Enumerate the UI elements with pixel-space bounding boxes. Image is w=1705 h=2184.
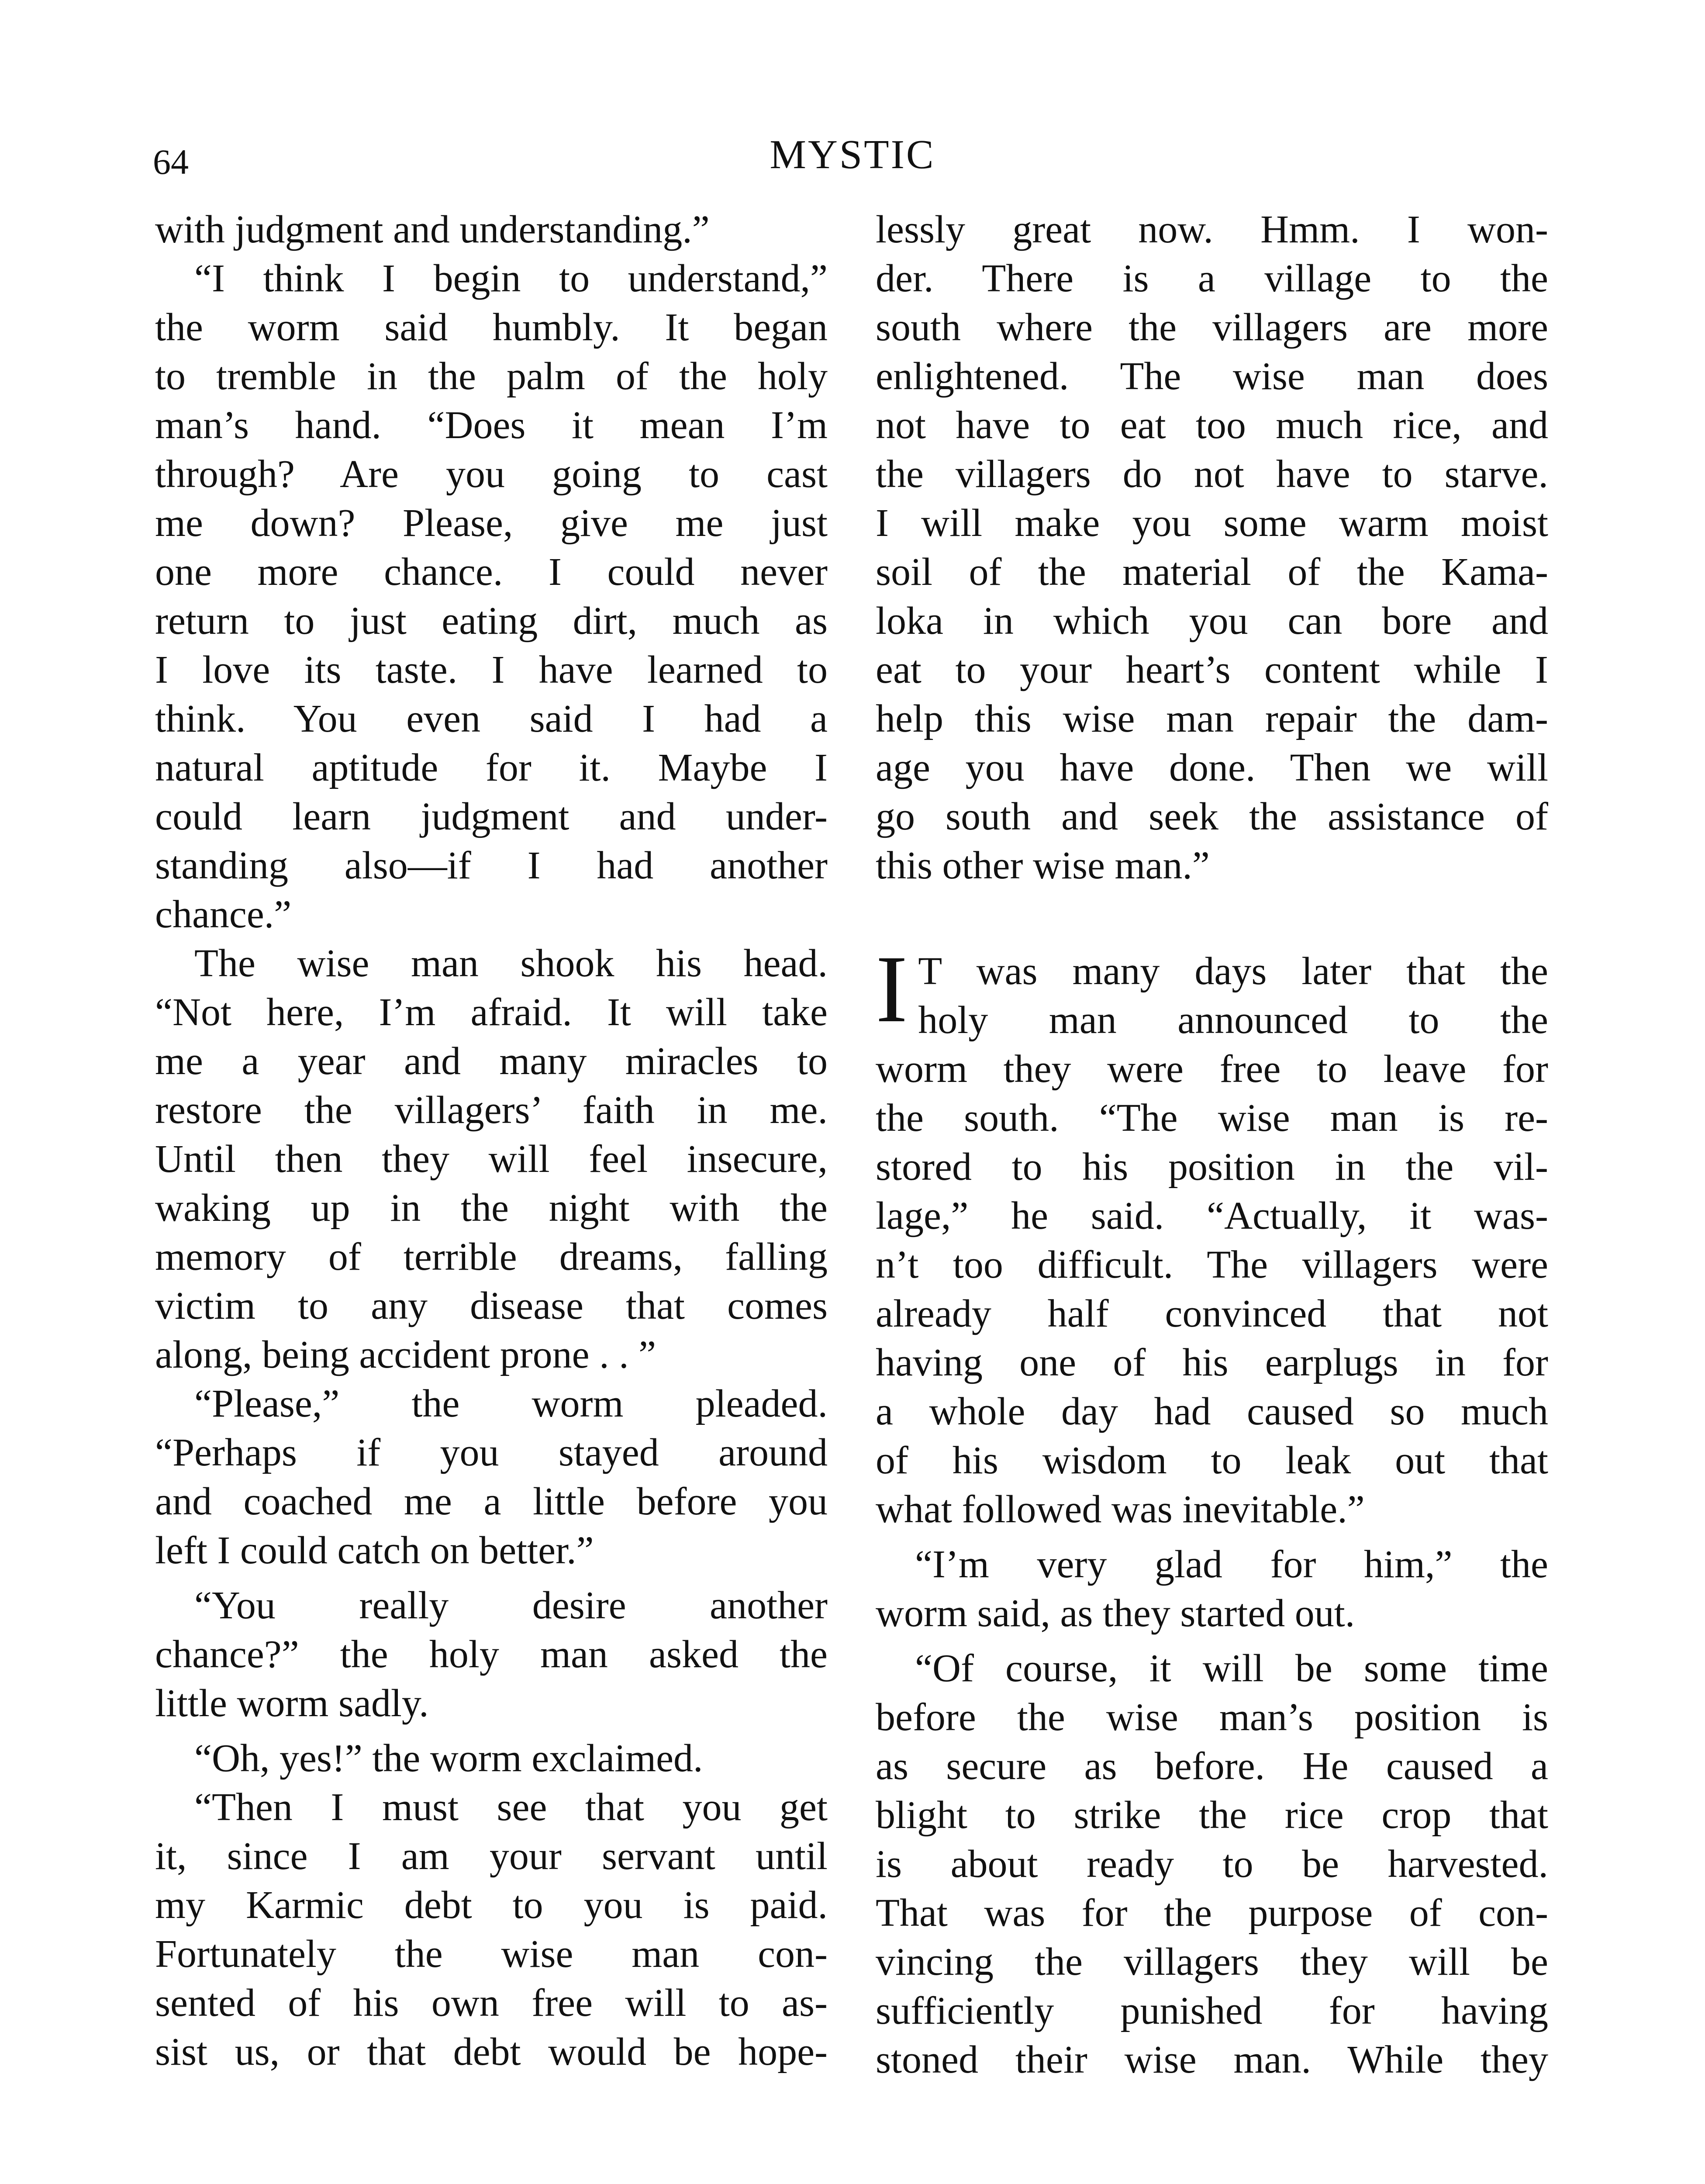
text-line: lage,” he said. “Actually, it was- <box>876 1194 1548 1237</box>
text-line: worm said, as they started out. <box>876 1592 1355 1635</box>
drop-cap: I <box>876 936 908 1042</box>
text-line: sented of his own free will to as- <box>155 1981 828 2025</box>
text-line: already half convinced that not <box>876 1292 1548 1335</box>
paragraph <box>155 205 828 254</box>
text-line: man’s hand. “Does it mean I’m <box>155 404 828 447</box>
text-line: return to just eating dirt, much as <box>155 599 828 643</box>
text-line: chance?” the holy man asked the <box>155 1633 828 1676</box>
text-line: “Please,” the worm pleaded. <box>194 1382 828 1425</box>
text-line: worm they were free to leave for <box>876 1047 1548 1091</box>
paragraph <box>155 254 828 939</box>
text-line: not have to eat too much rice, and <box>876 404 1548 447</box>
paragraph <box>155 1581 828 1728</box>
text-line: “Then I must see that you get <box>194 1786 828 1829</box>
right-text-column <box>876 205 1548 2084</box>
text-line: me down? Please, give me just <box>155 501 828 545</box>
text-line: is about ready to be harvested. <box>876 1842 1548 1886</box>
text-line: victim to any disease that comes <box>155 1284 828 1327</box>
text-line: “Not here, I’m afraid. It will take <box>155 991 828 1034</box>
text-line: “You really desire another <box>194 1584 828 1627</box>
text-line: standing also—if I had another <box>155 844 828 887</box>
text-line: help this wise man repair the dam- <box>876 697 1548 740</box>
text-line: the villagers do not have to starve. <box>876 453 1548 496</box>
text-line: enlightened. The wise man does <box>876 355 1548 398</box>
text-line: go south and seek the assistance of <box>876 795 1548 838</box>
text-line: this other wise man.” <box>876 844 1210 887</box>
text-line: left I could catch on better.” <box>155 1529 594 1572</box>
text-line: through? Are you going to cast <box>155 453 828 496</box>
text-line: That was for the purpose of con- <box>876 1891 1548 1935</box>
text-line: along, being accident prone . . ” <box>155 1333 656 1376</box>
text-line: eat to your heart’s content while I <box>876 648 1548 691</box>
text-line: I will make you some warm moist <box>876 501 1548 545</box>
text-line: age you have done. Then we will <box>876 746 1548 789</box>
text-line: restore the villagers’ faith in me. <box>155 1089 828 1132</box>
text-line: T was many days later that the <box>918 950 1548 993</box>
text-line: The wise man shook his head. <box>194 942 828 985</box>
text-line: the worm said humbly. It began <box>155 306 828 349</box>
text-line: natural aptitude for it. Maybe I <box>155 746 828 789</box>
text-line: with judgment and understanding.” <box>155 208 710 251</box>
text-line: my Karmic debt to you is paid. <box>155 1883 828 1927</box>
text-line: lessly great now. Hmm. I won- <box>876 208 1548 251</box>
text-line: sufficiently punished for having <box>876 1989 1548 2032</box>
text-line: before the wise man’s position is <box>876 1696 1548 1739</box>
page-number: 64 <box>153 142 189 182</box>
text-line: it, since I am your servant until <box>155 1835 828 1878</box>
text-line: a whole day had caused so much <box>876 1390 1548 1433</box>
text-line: stored to his position in the vil- <box>876 1145 1548 1189</box>
text-line: “Oh, yes!” the worm exclaimed. <box>194 1737 703 1780</box>
text-line: vincing the villagers they will be <box>876 1940 1548 1984</box>
text-line: “Perhaps if you stayed around <box>155 1431 828 1474</box>
left-text-column <box>155 205 828 2077</box>
paragraph <box>876 1540 1548 1638</box>
text-line: soil of the material of the Kama- <box>876 550 1548 594</box>
text-line: Fortunately the wise man con- <box>155 1932 828 1976</box>
text-line: Until then they will feel insecure, <box>155 1137 828 1181</box>
text-line: “I think I begin to understand,” <box>194 257 828 300</box>
paragraph <box>155 1379 828 1575</box>
text-line: der. There is a village to the <box>876 257 1548 300</box>
text-line: south where the villagers are more <box>876 306 1548 349</box>
text-line: I love its taste. I have learned to <box>155 648 828 691</box>
text-line: stoned their wise man. While they <box>876 2038 1548 2081</box>
text-line: to tremble in the palm of the holy <box>155 355 828 398</box>
text-line: chance.” <box>155 893 292 936</box>
text-line: as secure as before. He caused a <box>876 1745 1548 1788</box>
text-line: me a year and many miracles to <box>155 1040 828 1083</box>
text-line: loka in which you can bore and <box>876 599 1548 643</box>
text-line: having one of his earplugs in for <box>876 1341 1548 1384</box>
text-line: blight to strike the rice crop that <box>876 1794 1548 1837</box>
text-line: “I’m very glad for him,” the <box>915 1543 1548 1586</box>
text-line: and coached me a little before you <box>155 1480 828 1523</box>
text-line: what followed was inevitable.” <box>876 1488 1365 1531</box>
text-line: holy man announced to the <box>918 999 1548 1042</box>
text-line: memory of terrible dreams, falling <box>155 1235 828 1279</box>
running-title: MYSTIC <box>770 132 935 177</box>
paragraph <box>876 936 1548 1534</box>
paragraph <box>155 1783 828 2077</box>
text-line: little worm sadly. <box>155 1682 429 1725</box>
text-line: n’t too difficult. The villagers were <box>876 1243 1548 1286</box>
paragraph <box>876 1644 1548 2084</box>
text-line: could learn judgment and under- <box>155 795 828 838</box>
text-line: sist us, or that debt would be hope- <box>155 2030 828 2073</box>
text-line: “Of course, it will be some time <box>915 1647 1548 1690</box>
paragraph <box>876 205 1548 890</box>
text-line: waking up in the night with the <box>155 1186 828 1230</box>
text-line: think. You even said I had a <box>155 697 828 740</box>
text-line: one more chance. I could never <box>155 550 828 594</box>
text-line: of his wisdom to leak out that <box>876 1439 1548 1482</box>
paragraph <box>155 939 828 1379</box>
text-line: the south. “The wise man is re- <box>876 1096 1548 1140</box>
paragraph <box>155 1734 828 1783</box>
